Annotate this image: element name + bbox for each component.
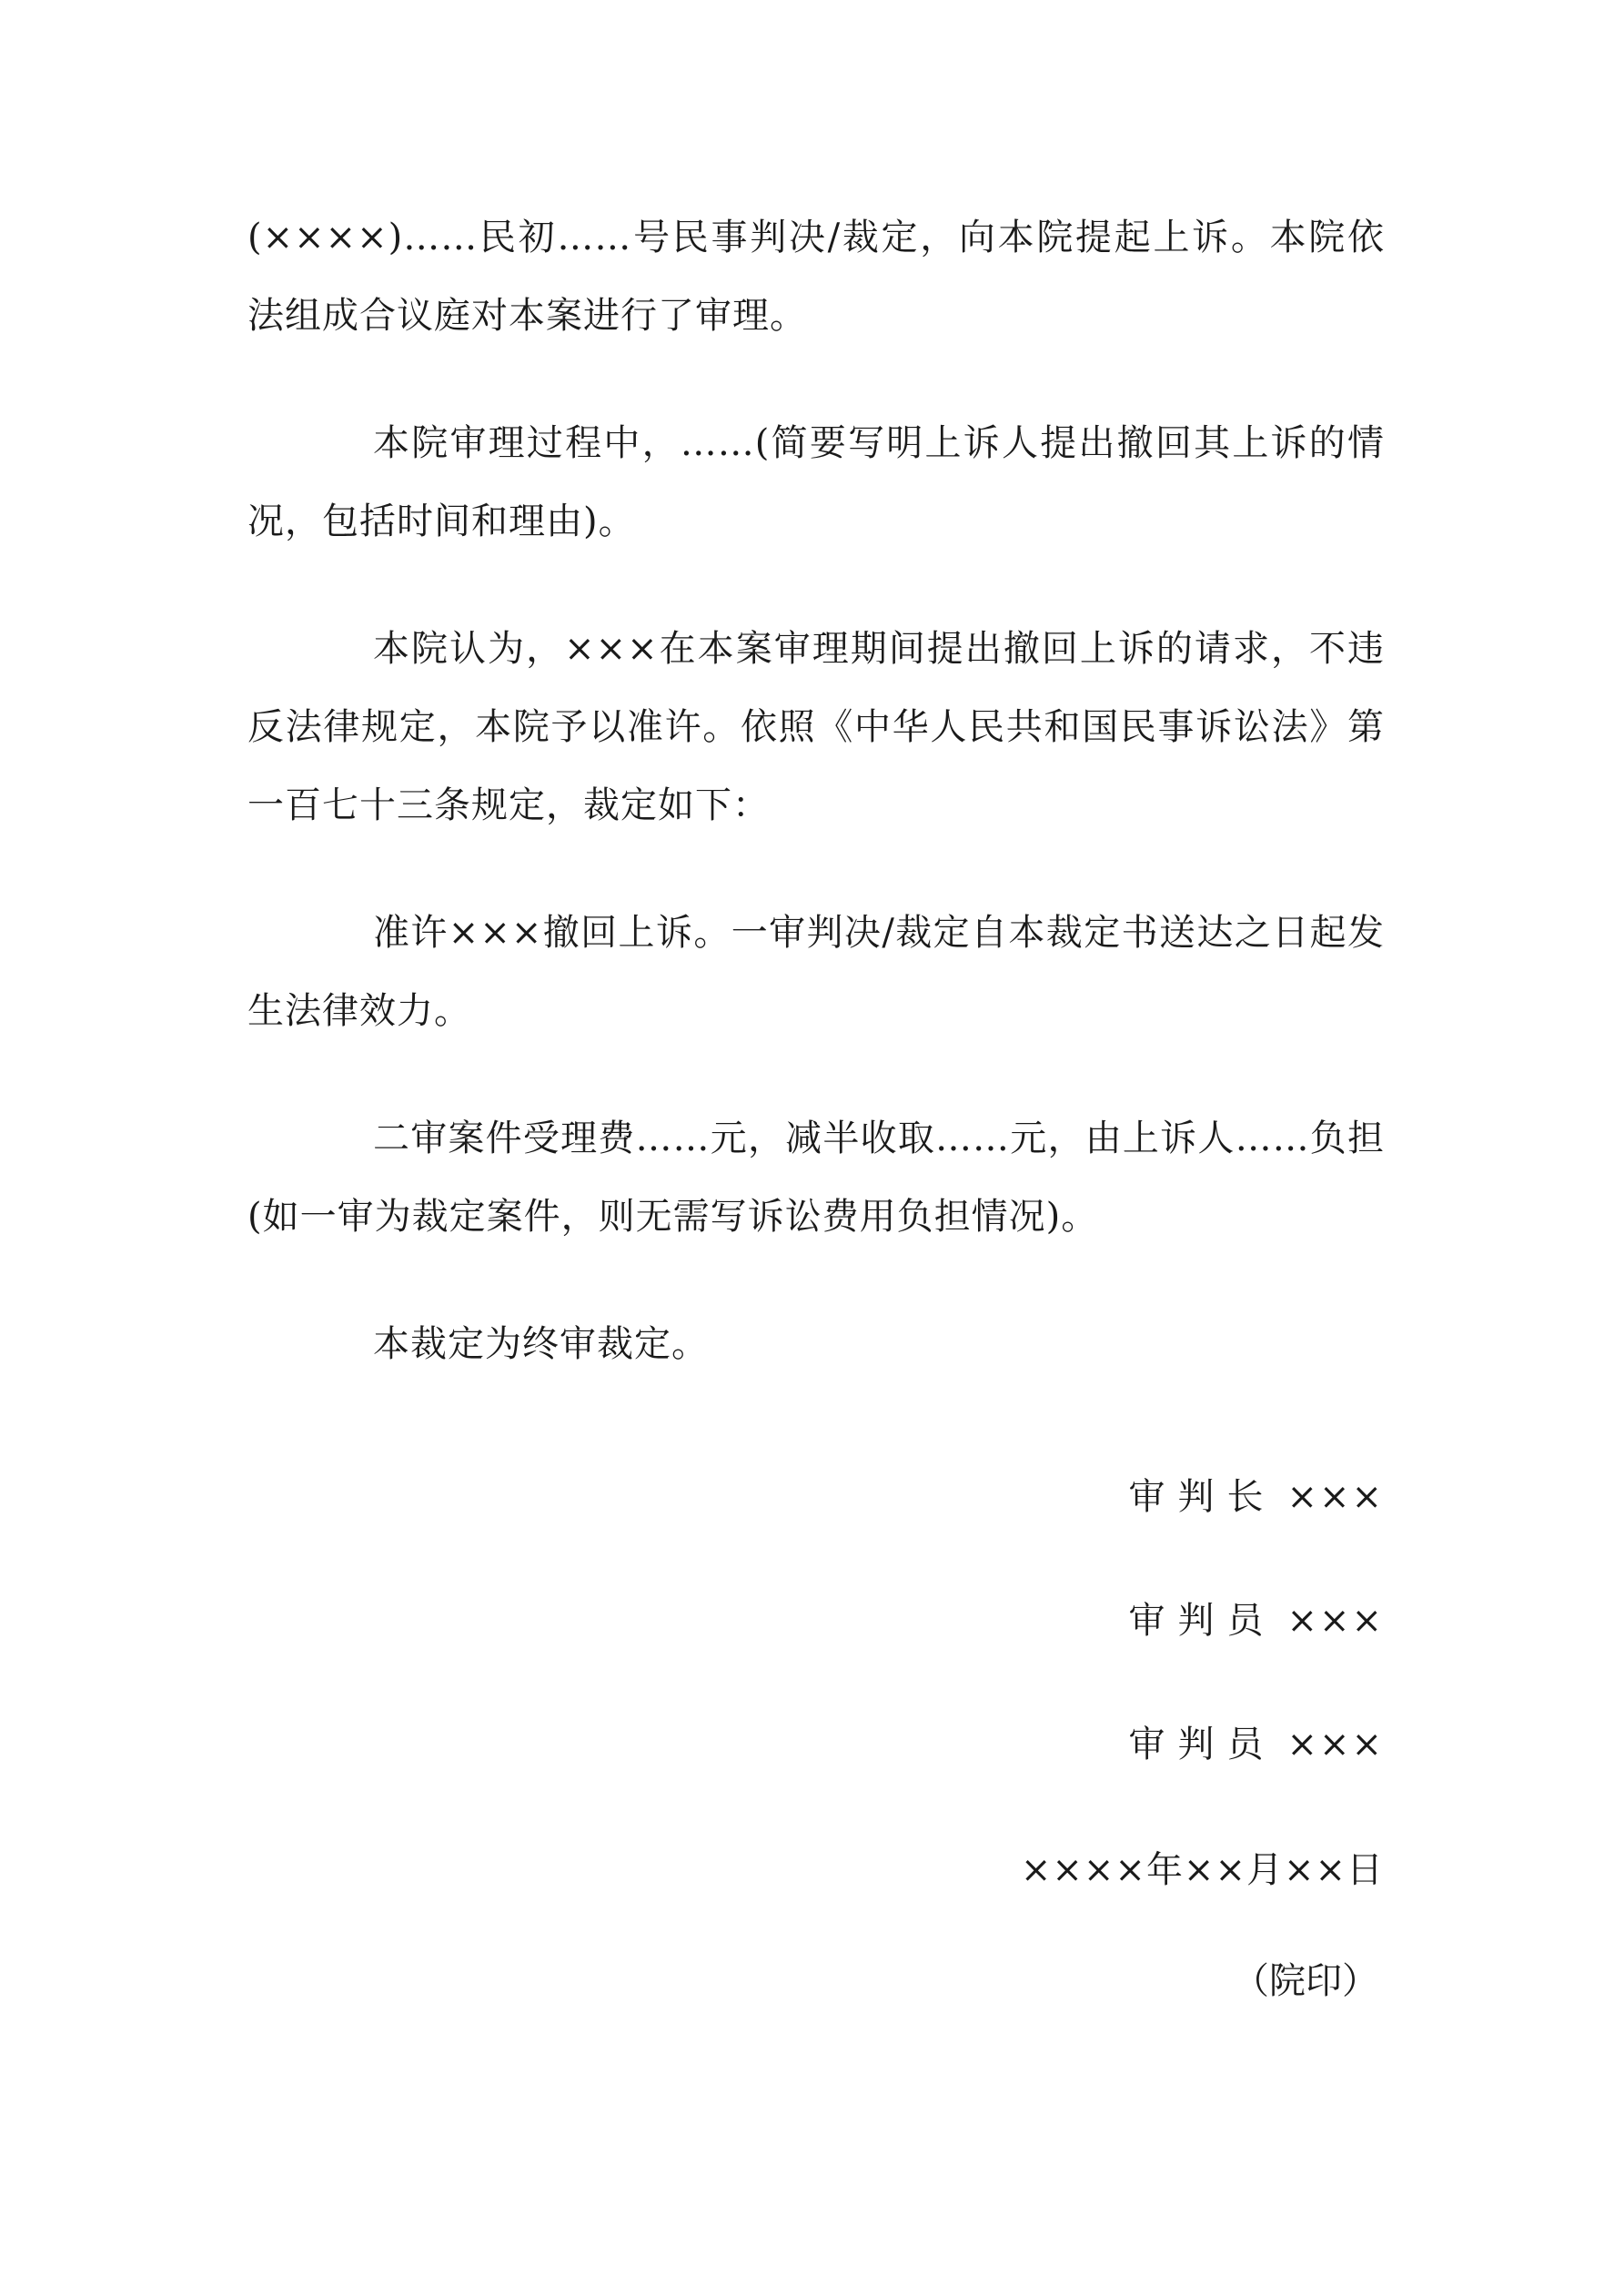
paragraph-trial-process: 本院审理过程中，……(简要写明上诉人提出撤回其上诉的情况，包括时间和理由)。 — [247, 422, 1385, 542]
paragraph-court-opinion: 本院认为，×××在本案审理期间提出撤回上诉的请求，不违反法律规定，本院予以准许。依照《中华人民共和国民事诉讼法》第一百七十三条规定，裁定如下： — [247, 628, 1385, 826]
signature-judge-1 — [1128, 1580, 1384, 1704]
signature-name: ××× — [1286, 1600, 1384, 1642]
document-date: ××××年××月××日 — [1020, 1849, 1384, 1891]
signature-role: 审判员 — [1128, 1600, 1276, 1642]
court-seal-placeholder: （院印） — [1233, 1960, 1378, 2002]
signature-name: ××× — [1286, 1476, 1384, 1518]
signature-judge-2 — [1128, 1704, 1384, 1827]
document-body — [247, 198, 1385, 1432]
signature-block — [1128, 1456, 1384, 1827]
paragraph-appeal-intro: (××××)……民初……号民事判决/裁定，向本院提起上诉。本院依法组成合议庭对本案进行了审理。 — [247, 217, 1385, 337]
signature-presiding-judge — [1128, 1456, 1384, 1580]
signature-name: ××× — [1286, 1724, 1384, 1765]
signature-role: 审判长 — [1128, 1476, 1276, 1518]
signature-role: 审判员 — [1128, 1724, 1276, 1765]
paragraph-final: 本裁定为终审裁定。 — [373, 1323, 709, 1365]
paragraph-ruling: 准许×××撤回上诉。一审判决/裁定自本裁定书送达之日起发生法律效力。 — [247, 912, 1385, 1032]
paragraph-fees: 二审案件受理费……元，减半收取……元，由上诉人……负担(如一审为裁定案件，则无需写诉讼费用负担情况)。 — [247, 1118, 1385, 1238]
